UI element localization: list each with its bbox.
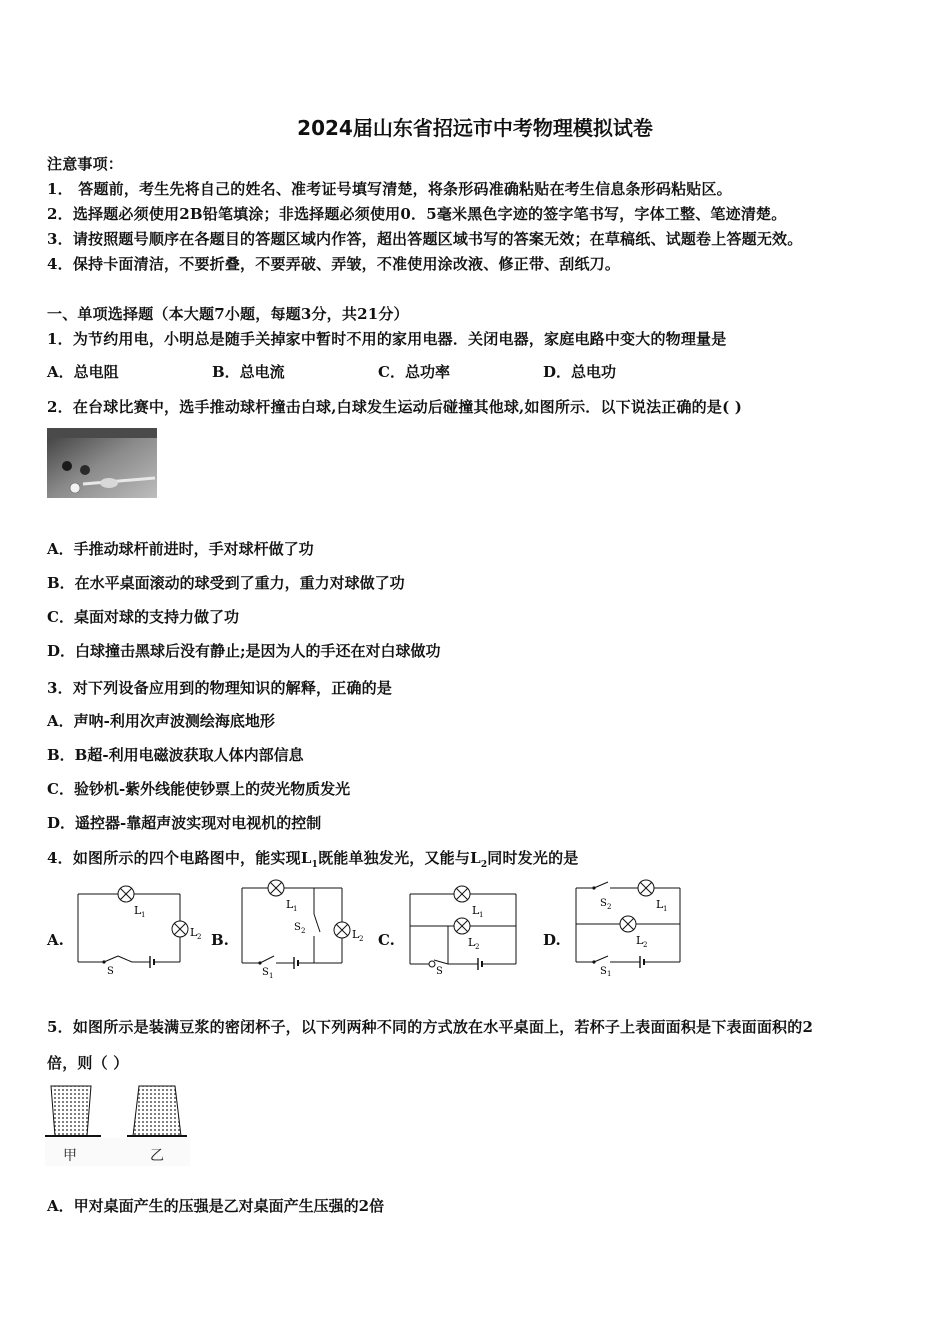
- q2-option-c[interactable]: C．桌面对球的支持力做了功: [47, 608, 239, 626]
- notice-item: 3．请按照题号顺序在各题目的答题区域内作答，超出答题区域书写的答案无效；在草稿纸、试题卷上答题无效。: [47, 230, 803, 248]
- q3-option-a[interactable]: A．声呐-利用次声波测绘海底地形: [47, 712, 275, 730]
- svg-text:2: 2: [301, 927, 306, 935]
- label-yi: 乙: [150, 1148, 164, 1164]
- svg-text:2: 2: [475, 943, 480, 951]
- q1-option-b[interactable]: B．总电流: [212, 363, 285, 381]
- cups-figure: [45, 1080, 190, 1166]
- cup-jia: [51, 1086, 91, 1136]
- q1-option-a[interactable]: A．总电阻: [47, 363, 119, 381]
- q2-option-a[interactable]: A．手推动球杆前进时，手对球杆做了功: [47, 540, 314, 558]
- svg-text:L: L: [286, 898, 294, 911]
- svg-text:1: 1: [141, 911, 146, 919]
- q3-option-d[interactable]: D．遥控器-靠超声波实现对电视机的控制: [47, 814, 322, 832]
- q2-option-b[interactable]: B．在水平桌面滚动的球受到了重力，重力对球做了功: [47, 574, 405, 592]
- notice-item: 4．保持卡面清洁，不要折叠，不要弄破、弄皱，不准使用涂改液、修正带、刮纸刀。: [47, 255, 621, 273]
- svg-text:S: S: [600, 966, 607, 976]
- svg-text:2: 2: [607, 903, 612, 911]
- svg-text:L: L: [352, 928, 360, 941]
- q2-option-d[interactable]: D．白球撞击黑球后没有静止;是因为人的手还在对白球做功: [47, 642, 441, 660]
- q4-option-c-label[interactable]: C.: [378, 931, 395, 949]
- q1-option-d[interactable]: D．总电功: [543, 363, 617, 381]
- question-1-stem: 1．为节约用电，小明总是随手关掉家中暂时不用的家用电器．关闭电器，家庭电路中变大的物理量是: [47, 330, 727, 348]
- lamp-l1: [454, 886, 470, 902]
- lamp-l2: [172, 921, 188, 937]
- question-4-stem: 4．如图所示的四个电路图中，能实现$L_1$既能单独发光，又能与$L_2$同时发光的是: [47, 849, 579, 870]
- q4-option-d-label[interactable]: D.: [543, 931, 561, 949]
- svg-text:1: 1: [293, 905, 298, 913]
- cup-yi: [133, 1086, 181, 1136]
- q5-option-a[interactable]: A．甲对桌面产生的压强是乙对桌面产生压强的2倍: [47, 1197, 385, 1215]
- page-title: 2024届山东省招远市中考物理模拟试卷: [297, 116, 653, 140]
- q1-option-c[interactable]: C．总功率: [378, 363, 450, 381]
- svg-text:1: 1: [269, 972, 274, 978]
- label-jia: 甲: [63, 1148, 77, 1164]
- lamp-l2: [454, 918, 470, 934]
- table-rail: [47, 428, 157, 438]
- question-2-stem: 2．在台球比赛中，选手推动球杆撞击白球,白球发生运动后碰撞其他球,如图所示．以下说法正确的是( ): [47, 398, 743, 416]
- q4-option-b-label[interactable]: B.: [211, 931, 229, 949]
- svg-text:2: 2: [359, 935, 364, 943]
- notice-item: 1． 答题前，考生先将自己的姓名、准考证号填写清楚，将条形码准确粘贴在考生信息条形码粘贴区。: [47, 180, 732, 198]
- lamp-l1: [118, 886, 134, 902]
- svg-text:L: L: [134, 904, 142, 917]
- svg-text:1: 1: [479, 911, 484, 919]
- svg-text:1: 1: [607, 970, 612, 976]
- svg-text:2: 2: [643, 941, 648, 949]
- svg-text:S: S: [436, 966, 443, 975]
- lamp-l1: [638, 880, 654, 896]
- svg-text:L: L: [656, 898, 664, 911]
- black-ball: [62, 461, 72, 471]
- svg-text:S: S: [107, 966, 114, 975]
- circuit-b-diagram: [234, 878, 374, 978]
- svg-text:1: 1: [663, 905, 668, 913]
- circuit-d-diagram: [570, 876, 690, 976]
- svg-text:S: S: [294, 922, 301, 933]
- player-hand: [100, 478, 118, 488]
- svg-text:L: L: [190, 926, 198, 939]
- svg-text:2: 2: [197, 933, 202, 941]
- lamp-l1: [268, 880, 284, 896]
- q3-option-b[interactable]: B．B超-利用电磁波获取人体内部信息: [47, 746, 304, 764]
- white-ball: [70, 483, 80, 493]
- circuit-c-diagram: [404, 880, 524, 975]
- notice-item: 2．选择题必须使用2B铅笔填涂；非选择题必须使用0．5毫米黑色字迹的签字笔书写，字体工整、笔迹清楚。: [47, 205, 787, 223]
- billiards-photo: [47, 428, 157, 498]
- svg-text:S: S: [262, 967, 269, 978]
- notice-heading: 注意事项：: [47, 155, 124, 173]
- question-5-stem-cont: 倍，则（ ）: [47, 1054, 129, 1072]
- question-5-stem: 5．如图所示是装满豆浆的密闭杯子，以下列两种不同的方式放在水平桌面上，若杯子上表面面积是下表面面积的2: [47, 1018, 814, 1036]
- svg-text:L: L: [636, 934, 644, 947]
- section-heading: 一、单项选择题（本大题7小题，每题3分，共21分）: [47, 305, 409, 323]
- q3-option-c[interactable]: C．验钞机-紫外线能使钞票上的荧光物质发光: [47, 780, 351, 798]
- question-3-stem: 3．对下列设备应用到的物理知识的解释，正确的是: [47, 679, 393, 697]
- q4-option-a-label[interactable]: A.: [47, 931, 64, 949]
- lamp-l2: [620, 916, 636, 932]
- circuit-a-diagram: [70, 880, 210, 975]
- svg-text:S: S: [600, 898, 607, 909]
- svg-text:L: L: [468, 936, 476, 949]
- object-ball: [80, 465, 90, 475]
- svg-text:L: L: [472, 904, 480, 917]
- lamp-l2: [334, 922, 350, 938]
